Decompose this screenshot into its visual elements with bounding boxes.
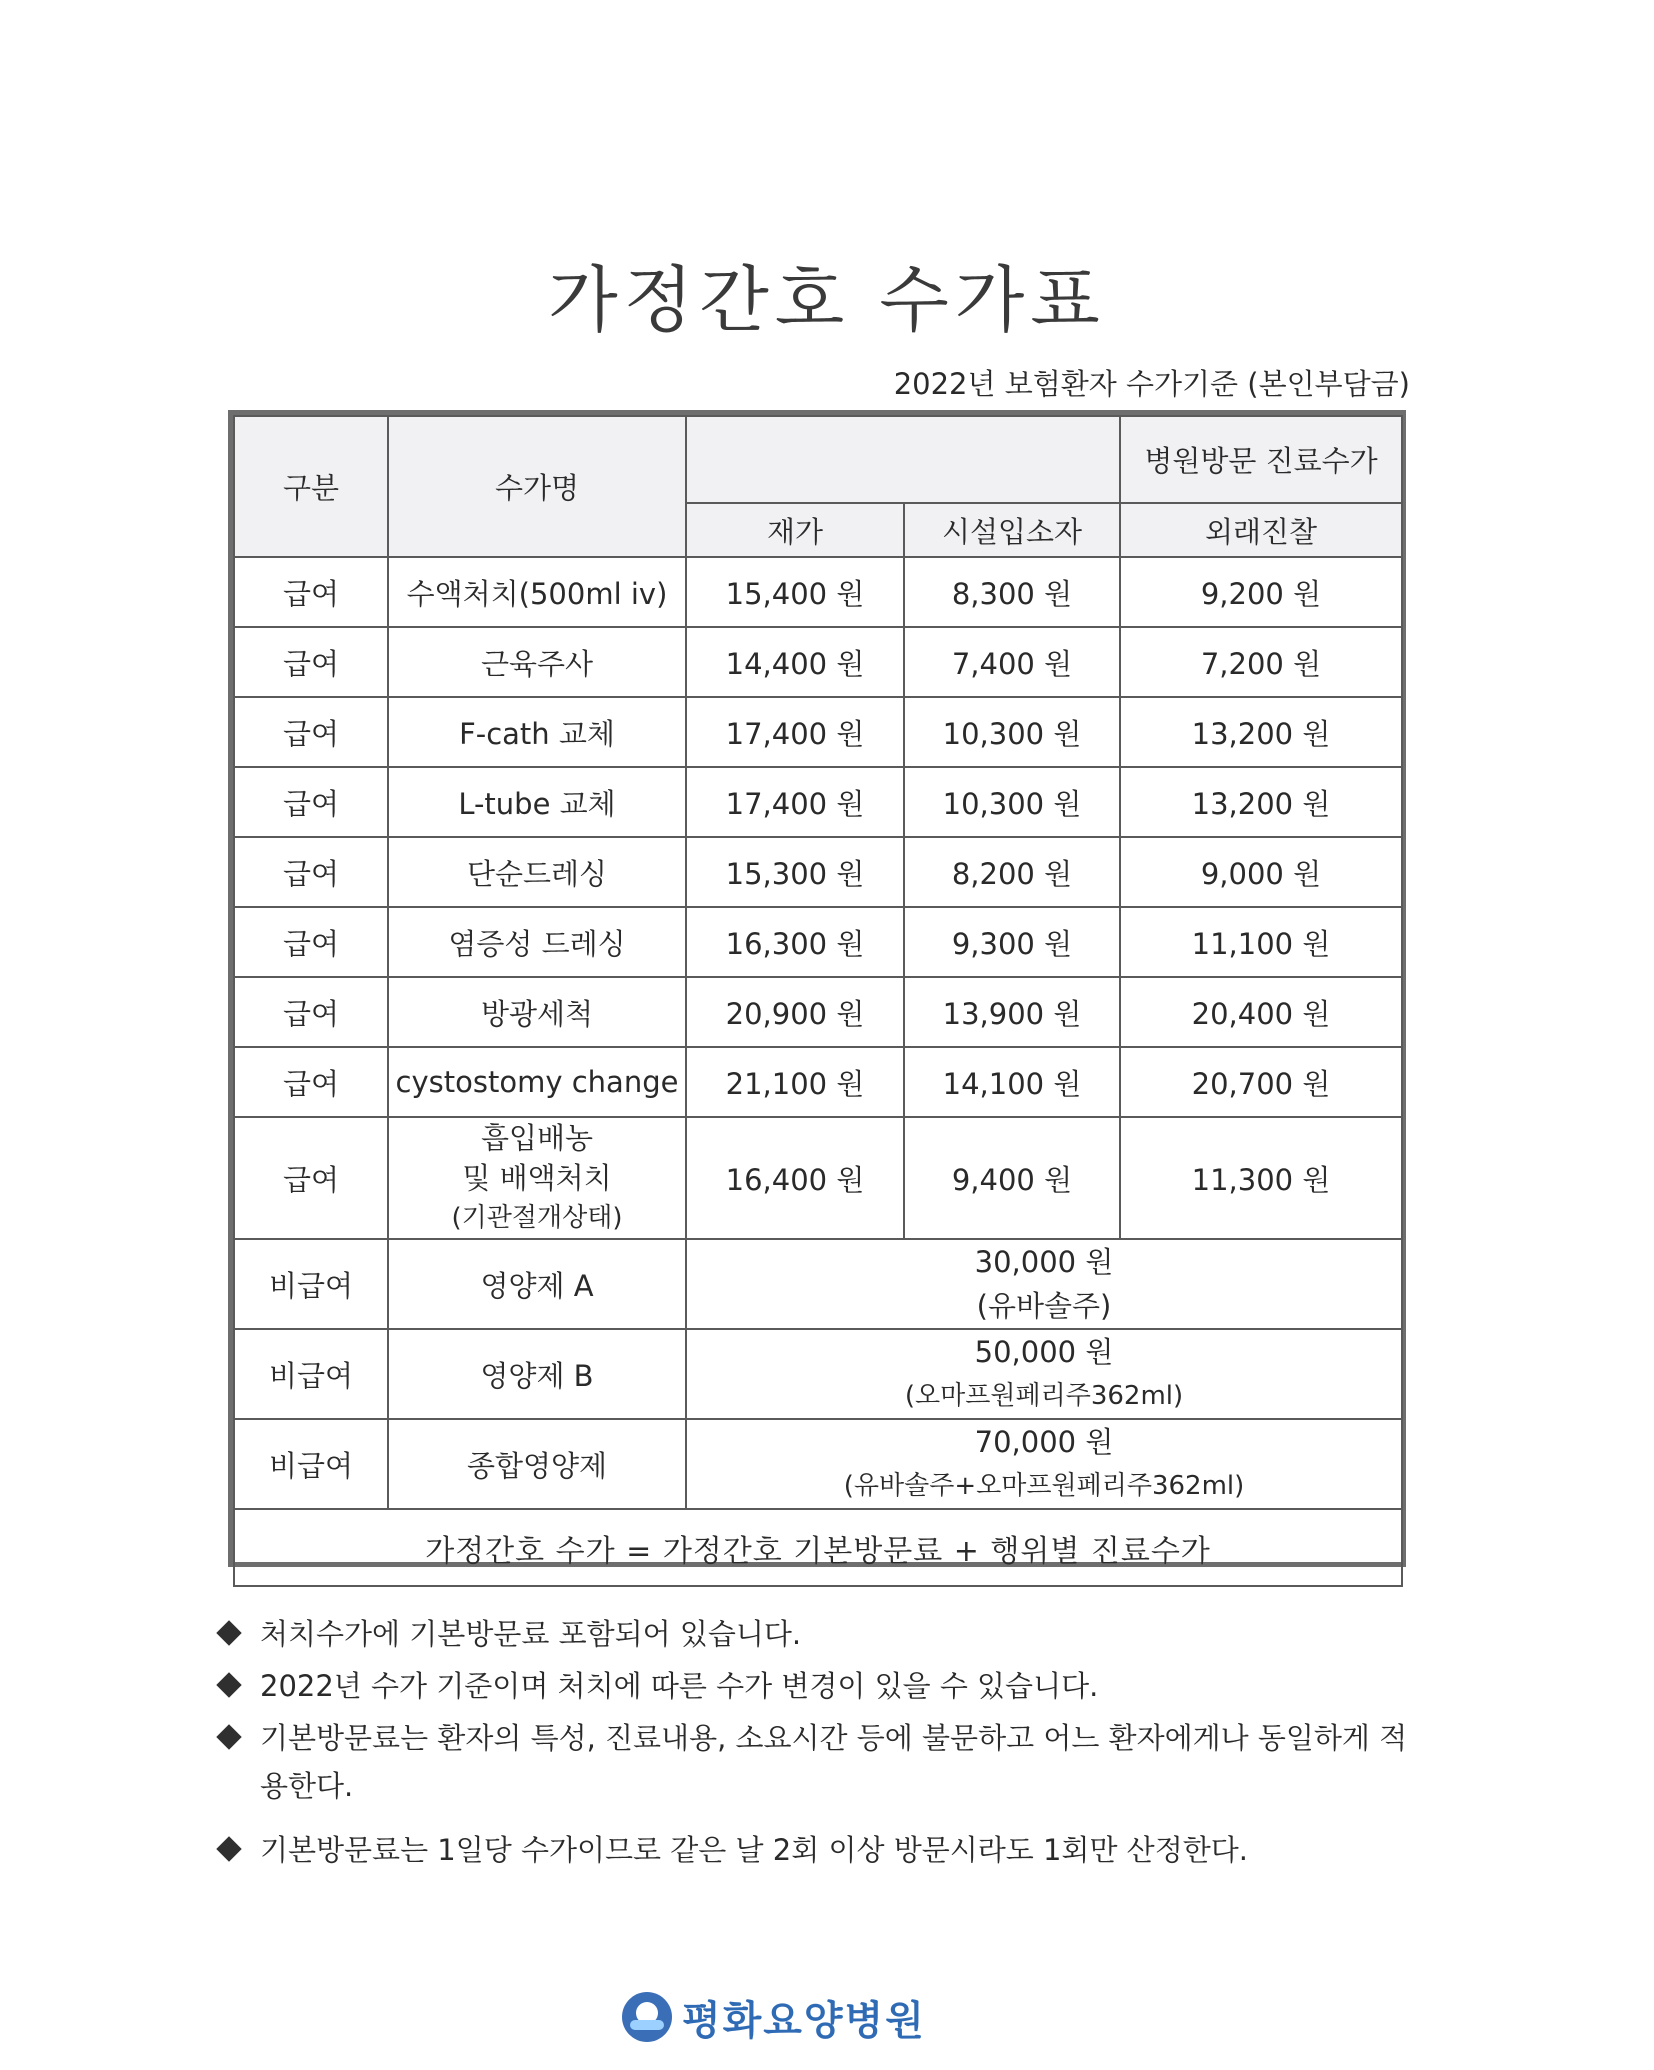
row-home-price: 16,300 원 xyxy=(686,907,904,977)
hospital-logo xyxy=(622,1990,926,2044)
row-name: 방광세척 xyxy=(388,977,686,1047)
row-home-price: 15,300 원 xyxy=(686,837,904,907)
row-category: 급여 xyxy=(234,1117,388,1239)
header-hospital-visit: 병원방문 진료수가 xyxy=(1120,416,1402,503)
row-home-price: 21,100 원 xyxy=(686,1047,904,1117)
row-facility-price: 9,400 원 xyxy=(904,1117,1120,1239)
table-row xyxy=(234,907,1402,977)
diamond-bullet-icon xyxy=(216,1724,241,1749)
table-row xyxy=(234,627,1402,697)
row-home-price: 17,400 원 xyxy=(686,697,904,767)
row-home-price: 20,900 원 xyxy=(686,977,904,1047)
row-name: 단순드레싱 xyxy=(388,837,686,907)
row-price-merged xyxy=(686,1239,1402,1329)
row-category: 급여 xyxy=(234,1047,388,1117)
row-price: 30,000 원 xyxy=(974,1245,1114,1279)
row-category: 비급여 xyxy=(234,1239,388,1329)
table-row xyxy=(234,557,1402,627)
note-text: 2022년 수가 기준이며 처치에 따른 수가 변경이 있을 수 있습니다. xyxy=(260,1669,1099,1703)
header-facility: 시설입소자 xyxy=(904,503,1120,557)
note-item xyxy=(218,1826,1428,1874)
row-price-merged xyxy=(686,1329,1402,1419)
row-price: 50,000 원 xyxy=(974,1335,1114,1369)
row-home-price: 16,400 원 xyxy=(686,1117,904,1239)
fee-table xyxy=(233,415,1403,1587)
row-name-line: 흡입배농 xyxy=(480,1121,594,1155)
row-facility-price: 14,100 원 xyxy=(904,1047,1120,1117)
diamond-bullet-icon xyxy=(216,1672,241,1697)
row-outpatient-price: 9,000 원 xyxy=(1120,837,1402,907)
row-name xyxy=(388,1117,686,1239)
row-outpatient-price: 7,200 원 xyxy=(1120,627,1402,697)
page-title: 가정간호 수가표 xyxy=(548,258,1106,342)
row-category: 급여 xyxy=(234,627,388,697)
row-facility-price: 10,300 원 xyxy=(904,697,1120,767)
table-row xyxy=(234,1239,1402,1329)
row-outpatient-price: 20,400 원 xyxy=(1120,977,1402,1047)
note-text: 기본방문료는 환자의 특성, 진료내용, 소요시간 등에 불문하고 어느 환자에게나 동일하게 적용한다. xyxy=(260,1721,1408,1803)
page-subtitle: 2022년 보험환자 수가기준 (본인부담금) xyxy=(893,367,1410,401)
note-text: 처치수가에 기본방문료 포함되어 있습니다. xyxy=(260,1617,802,1651)
row-facility-price: 13,900 원 xyxy=(904,977,1120,1047)
row-price-detail: (유바솔주) xyxy=(976,1289,1112,1323)
notes-list xyxy=(218,1610,1428,1878)
diamond-bullet-icon xyxy=(216,1836,241,1861)
row-outpatient-price: 13,200 원 xyxy=(1120,697,1402,767)
row-name-line: 및 배액처치 xyxy=(462,1161,612,1195)
row-category: 급여 xyxy=(234,557,388,627)
table-row xyxy=(234,1329,1402,1419)
hospital-logo-icon xyxy=(622,1992,672,2042)
header-blank xyxy=(686,416,1120,503)
row-price-detail: (유바솔주+오마프원페리주362ml) xyxy=(843,1471,1245,1501)
row-name: cystostomy change xyxy=(388,1047,686,1117)
header-outpatient: 외래진찰 xyxy=(1120,503,1402,557)
table-row xyxy=(234,977,1402,1047)
row-name-line: (기관절개상태) xyxy=(451,1203,623,1233)
row-outpatient-price: 9,200 원 xyxy=(1120,557,1402,627)
row-outpatient-price: 11,100 원 xyxy=(1120,907,1402,977)
row-facility-price: 9,300 원 xyxy=(904,907,1120,977)
row-outpatient-price: 20,700 원 xyxy=(1120,1047,1402,1117)
fee-formula: 가정간호 수가 = 가정간호 기본방문료 + 행위별 진료수가 xyxy=(234,1509,1402,1586)
row-facility-price: 8,200 원 xyxy=(904,837,1120,907)
row-name: 영양제 A xyxy=(388,1239,686,1329)
row-facility-price: 10,300 원 xyxy=(904,767,1120,837)
row-name: L-tube 교체 xyxy=(388,767,686,837)
header-home: 재가 xyxy=(686,503,904,557)
table-row xyxy=(234,1419,1402,1509)
row-home-price: 15,400 원 xyxy=(686,557,904,627)
note-text: 기본방문료는 1일당 수가이므로 같은 날 2회 이상 방문시라도 1회만 산정한다. xyxy=(260,1833,1248,1867)
row-home-price: 14,400 원 xyxy=(686,627,904,697)
note-item xyxy=(218,1610,1428,1658)
row-facility-price: 8,300 원 xyxy=(904,557,1120,627)
note-item xyxy=(218,1662,1428,1710)
table-row xyxy=(234,767,1402,837)
row-name: 염증성 드레싱 xyxy=(388,907,686,977)
row-name: 영양제 B xyxy=(388,1329,686,1419)
row-category: 비급여 xyxy=(234,1419,388,1509)
diamond-bullet-icon xyxy=(216,1620,241,1645)
row-category: 비급여 xyxy=(234,1329,388,1419)
row-price: 70,000 원 xyxy=(974,1425,1114,1459)
row-name: 수액처치(500ml iv) xyxy=(388,557,686,627)
row-category: 급여 xyxy=(234,907,388,977)
row-facility-price: 7,400 원 xyxy=(904,627,1120,697)
table-row xyxy=(234,1117,1402,1239)
row-outpatient-price: 13,200 원 xyxy=(1120,767,1402,837)
row-name: 종합영양제 xyxy=(388,1419,686,1509)
hospital-name: 평화요양병원 xyxy=(682,1996,926,2044)
row-home-price: 17,400 원 xyxy=(686,767,904,837)
row-name: 근육주사 xyxy=(388,627,686,697)
header-category: 구분 xyxy=(234,416,388,557)
table-row xyxy=(234,1047,1402,1117)
row-category: 급여 xyxy=(234,697,388,767)
note-item xyxy=(218,1714,1428,1810)
row-price-merged xyxy=(686,1419,1402,1509)
table-row xyxy=(234,697,1402,767)
row-outpatient-price: 11,300 원 xyxy=(1120,1117,1402,1239)
row-category: 급여 xyxy=(234,977,388,1047)
row-category: 급여 xyxy=(234,837,388,907)
row-price-detail: (오마프원페리주362ml) xyxy=(904,1381,1184,1411)
row-name: F-cath 교체 xyxy=(388,697,686,767)
table-row xyxy=(234,837,1402,907)
row-category: 급여 xyxy=(234,767,388,837)
formula-row xyxy=(234,1509,1402,1586)
header-fee-name: 수가명 xyxy=(388,416,686,557)
